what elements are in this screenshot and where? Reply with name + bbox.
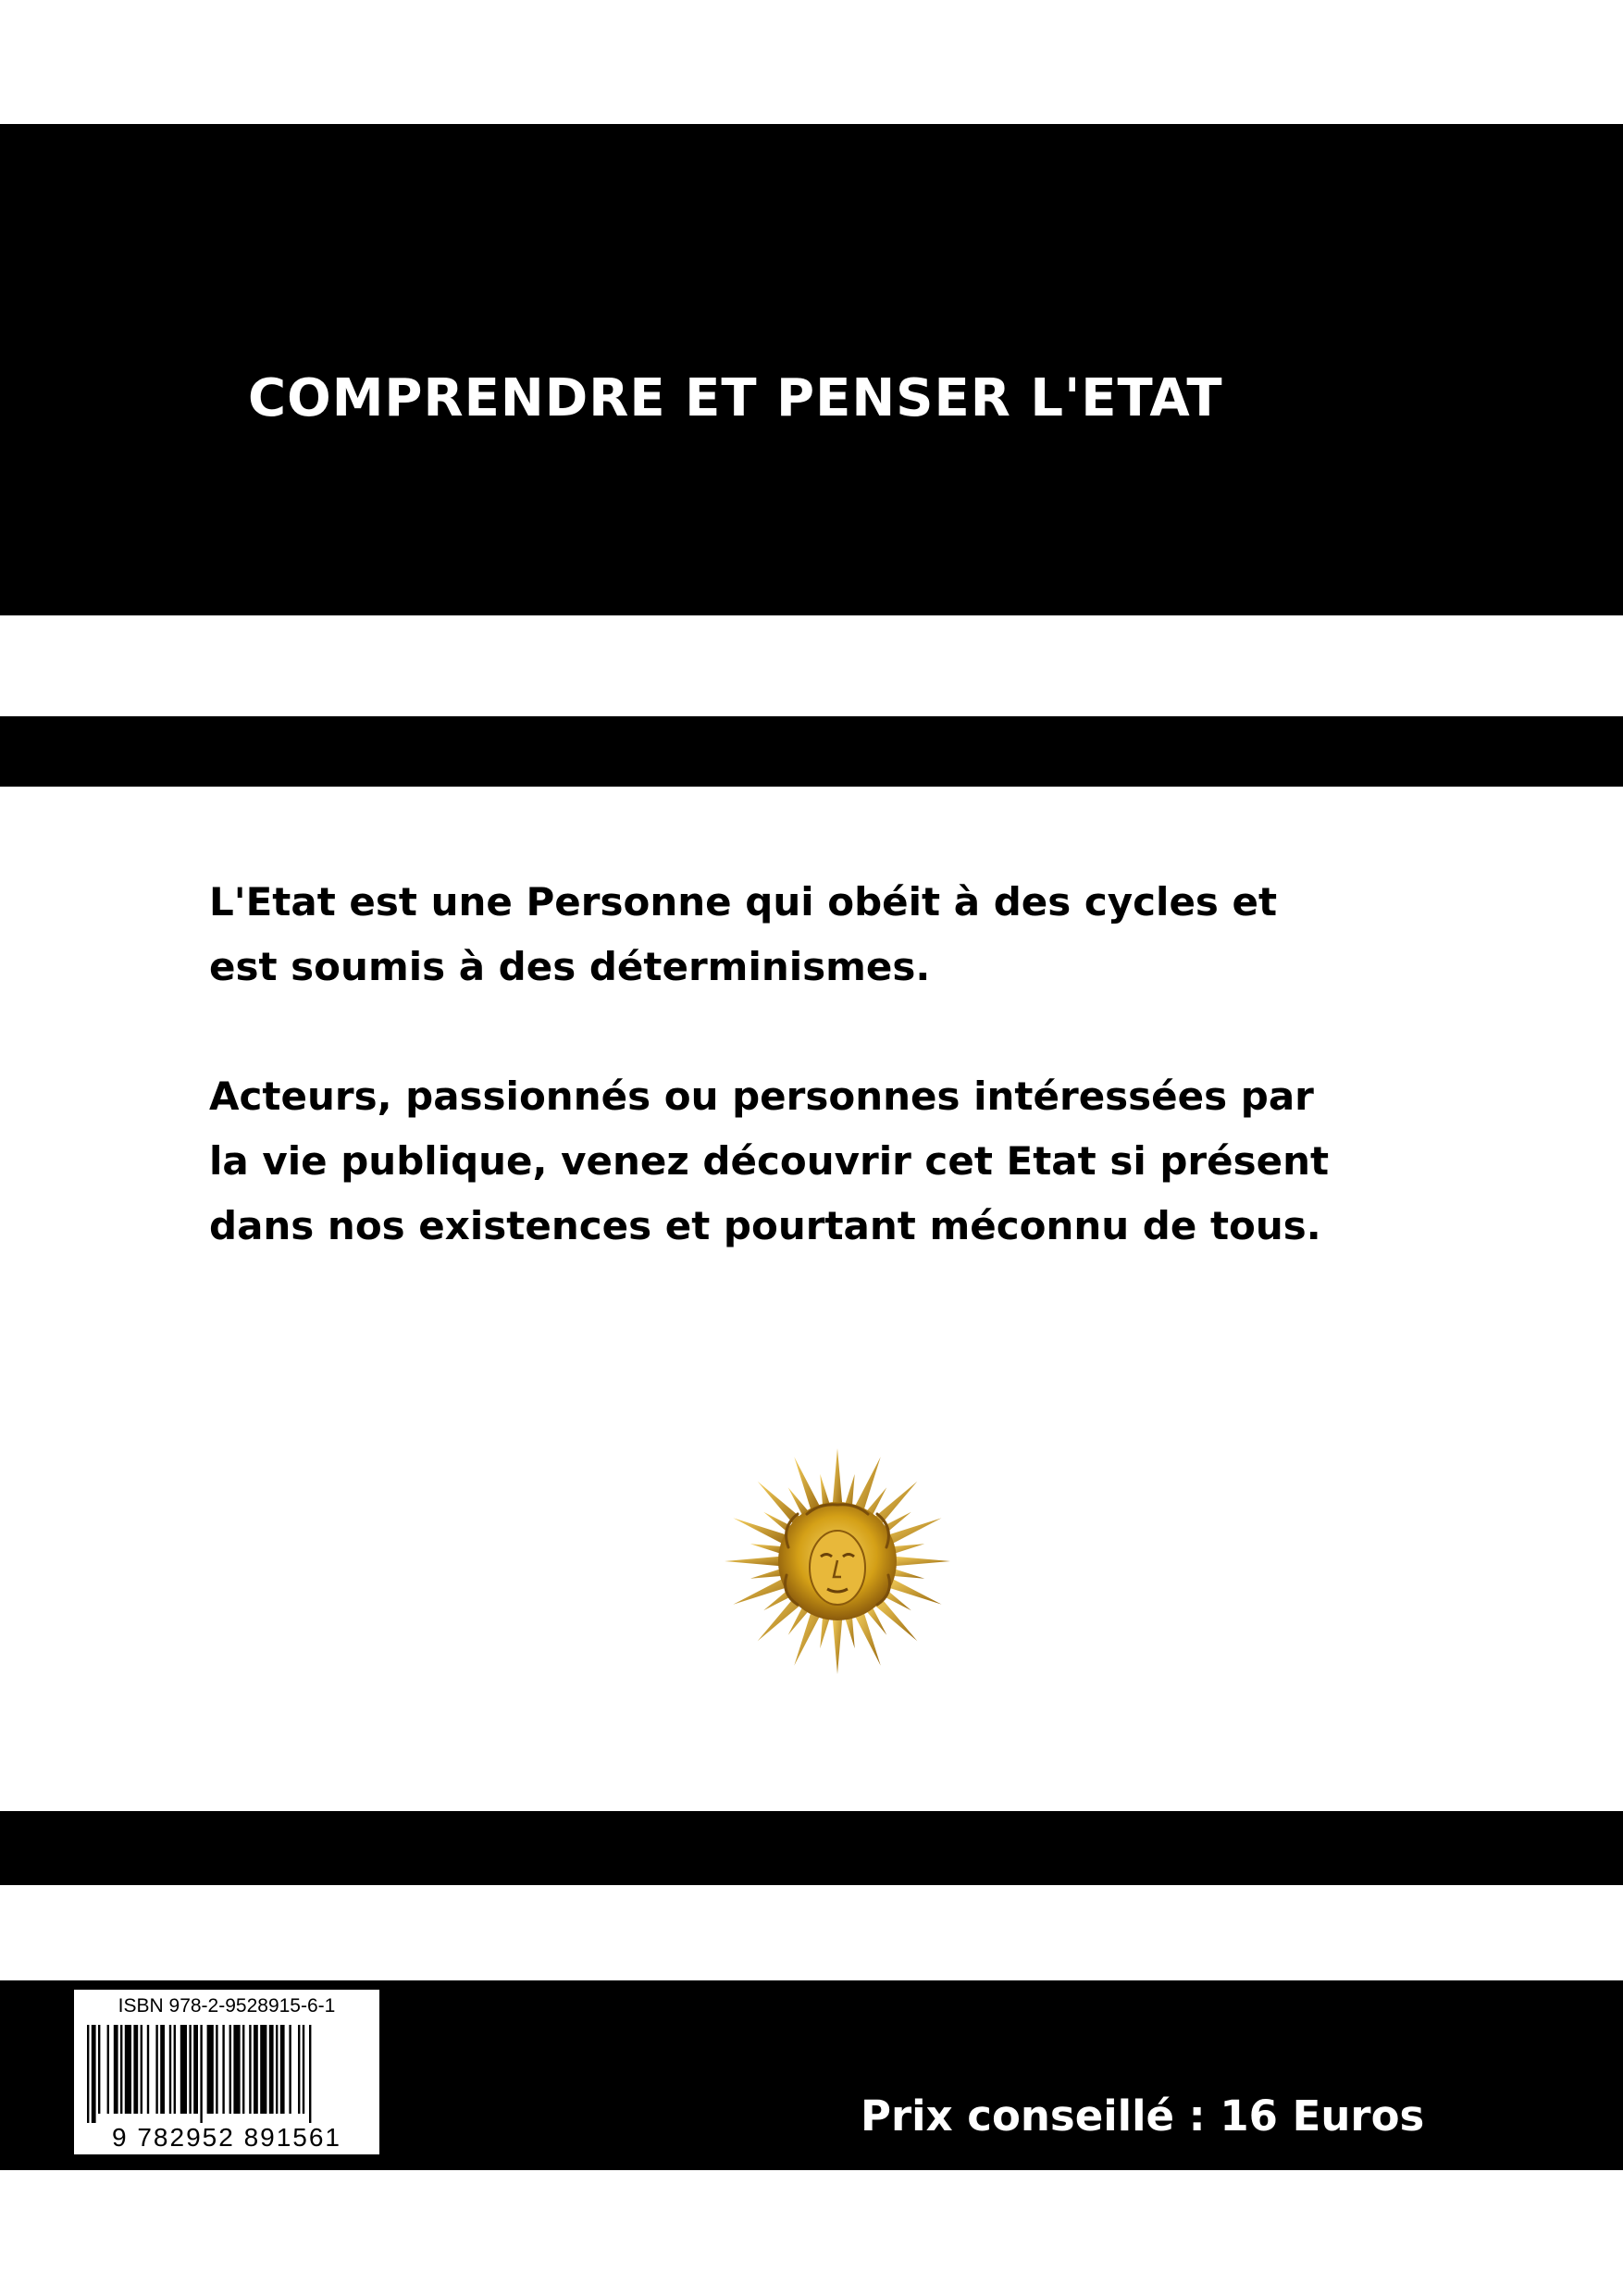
sun-ray xyxy=(750,1544,784,1554)
barcode-bar xyxy=(92,2025,96,2123)
barcode-bar xyxy=(242,2025,244,2114)
divider-band-top xyxy=(0,716,1623,787)
barcode-bar xyxy=(141,2025,142,2114)
sun-ray xyxy=(845,1615,855,1648)
barcode-bar xyxy=(260,2025,266,2114)
blurb-line: la vie publique, venez découvrir cet Etat si présent xyxy=(209,1138,1330,1184)
sun-ray xyxy=(820,1615,830,1648)
sun-ray xyxy=(893,1557,950,1567)
sun-ray xyxy=(750,1569,784,1579)
barcode-bar xyxy=(303,2025,304,2114)
barcode-bar xyxy=(207,2025,214,2114)
barcode-bar xyxy=(155,2025,157,2114)
barcode-bar xyxy=(160,2025,165,2114)
blurb-line: Acteurs, passionnés ou personnes intéressées par xyxy=(209,1074,1314,1119)
barcode-bar xyxy=(133,2025,138,2114)
sun-ray xyxy=(833,1617,843,1674)
blurb-line: L'Etat est une Personne qui obéit à des cycles et xyxy=(209,879,1278,925)
barcode-bars xyxy=(85,2025,368,2123)
isbn-barcode xyxy=(72,1988,381,2156)
blurb-paragraph-2 xyxy=(209,1064,1523,1259)
sun-ray xyxy=(725,1557,782,1567)
barcode-bar xyxy=(222,2025,224,2114)
barcode-bar xyxy=(249,2025,251,2114)
barcode-bar xyxy=(87,2025,89,2123)
blurb-line: est soumis à des déterminismes. xyxy=(209,944,931,989)
barcode-bar xyxy=(216,2025,217,2114)
barcode-bar xyxy=(289,2025,291,2114)
barcode-bar xyxy=(169,2025,171,2114)
barcode-bar xyxy=(107,2025,109,2114)
barcode-bar xyxy=(189,2025,191,2114)
barcode-bar xyxy=(147,2025,149,2114)
sun-ray xyxy=(820,1474,830,1508)
barcode-bar xyxy=(180,2025,187,2114)
barcode-bar xyxy=(98,2025,100,2114)
barcode-bar xyxy=(254,2025,258,2114)
barcode-bar xyxy=(193,2025,198,2114)
barcode-bar xyxy=(233,2025,240,2114)
divider-band-bottom xyxy=(0,1811,1623,1885)
blurb-paragraph-1 xyxy=(209,870,1523,999)
barcode-bar xyxy=(280,2025,285,2114)
sun-ray xyxy=(833,1448,843,1506)
barcode-bar xyxy=(200,2025,202,2123)
price-label: Prix conseillé : 16 Euros xyxy=(861,2091,1425,2141)
sun-ray xyxy=(891,1544,924,1554)
barcode-bar xyxy=(125,2025,131,2114)
sun-face-icon xyxy=(722,1446,953,1677)
isbn-label: ISBN 978-2-9528915-6-1 xyxy=(118,1995,336,2017)
barcode-digits: 9 782952 891561 xyxy=(112,2123,341,2152)
sun-ray xyxy=(845,1474,855,1508)
barcode-bar xyxy=(269,2025,274,2114)
barcode-bar xyxy=(174,2025,176,2114)
barcode-bar xyxy=(120,2025,122,2114)
barcode-bar xyxy=(229,2025,231,2114)
barcode-bar xyxy=(114,2025,118,2114)
barcode-bar xyxy=(309,2025,311,2123)
sun-ray xyxy=(873,1482,917,1526)
cover-title: COMPRENDRE ET PENSER L'ETAT xyxy=(248,368,1223,428)
barcode-bar xyxy=(298,2025,300,2114)
sun-ray xyxy=(891,1569,924,1579)
barcode-bar xyxy=(276,2025,278,2114)
blurb-line: dans nos existences et pourtant méconnu de tous. xyxy=(209,1203,1321,1248)
sun-ray xyxy=(758,1482,802,1526)
